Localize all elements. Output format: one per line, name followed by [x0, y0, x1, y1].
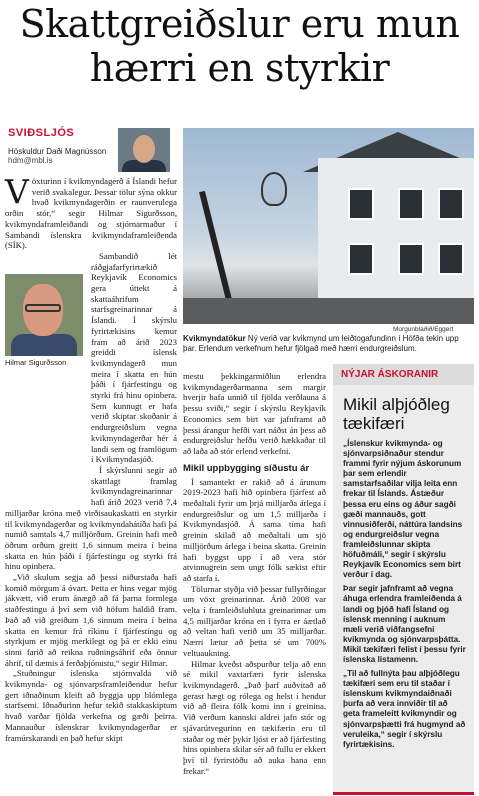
sidebar-box	[333, 364, 474, 794]
paragraph-3: Í skýrslunni segir að skattlagt framlag kvikmyndagreinarinnar hafi árið 2023 verið 7,4 milljarðar króna með virðisaukaskatti en styrkir til kvikmyndagerðar og kvikmyndahátíða hafi þá numið samtals 4,7 milljörðum. Greinin hafi með öðrum orðum greitt 1,6 sinnum meira í beina skatta en hún þáði í fjárfestingu og styrki frá hinu opinbera.	[5, 464, 177, 572]
paragraph-2: Sambandið lét ráðgjafarfyrirtækið Reykjavík Economics gera úttekt á skattaáhrifum starfsgreinarinnar á Íslandi. Í skýrslu fyrirtækisins kemur fram að árið 2023 greiddi íslensk kvikmyndagerð mun meira í skatta en hún þáði í fjárfestingu og styrki frá hinu opinbera. Sem kunnugt er hafa verið skiptar skoðanir á endurgreiðslum vegna kvikmyndagerðar hér á landi sem og framlögum í Kvikmyndasjóð.	[91, 250, 177, 465]
hilmar-photo	[5, 274, 83, 356]
paragraph-9: Hilmar kveðst aðspurður telja að enn sé mikil vaxtarfæri fyrir íslenska kvikmyndagerð. „Það þarf auðvitað að gerast hægt og rólega og helst í hendur við að fleira fólk komi inn í greinina. Við verðum kannski aldrei jafn stór og sjávarútvegurinn en tækifærin eru til staðar og mér þykir ljóst er að fjárfesting hins opinbera skilar sér að fullu er ekkert því til fyrirstöðu að auka hana enn frekar.“	[183, 658, 326, 776]
section-kicker: SVIÐSLJÓS	[8, 127, 75, 139]
paragraph-6: mestu þekkingarmiðlun erlendra kvikmyndagerðarmanna sem margir hverjir hafa unnið til fjölda verðlauna á þessu sviði,“ segir í skýrslu Reykjavík Economics sem birt var jafnframt að þessi árangur hefði vart náðst án þess að endurgreiðslur hefðu verið hækkaðar til að laða að stór erlend verkefni.	[183, 371, 326, 456]
paragraph-5: „Stuðningur íslenska stjórnvalda við kvikmynda- og sjónvarpsframleiðendur hefur gert iðnaðinum kleift að byggja upp blómlega starfsemi. Iðnaðurinn hefur tekið stakkaskiptum hvað varðar fjölda verkefna og gæði þeirra. Mannauður íslenskrar kvikmyndagerðar er framúrskarandi en það hefur skipt	[5, 668, 177, 743]
sidebar-bottom-rule	[333, 792, 474, 795]
paragraph-8: Tölurnar styðja við þessar fullyrðingar um vöxt greinarinnar. Árið 2008 var velta í framleiðsluhluta greinarinnar um 4,5 milljarðar króna en í fyrra er áætlað að veltan hafi verið um 35 milljarðar. Nærri lætur að þetta sé um 700% veltuaukning.	[183, 583, 326, 658]
photo-credit: Morgunblaðið/Eggert	[393, 326, 454, 333]
dropcap: V	[5, 172, 29, 211]
article-column-2	[183, 371, 326, 776]
caption-lead: Kvikmyndatökur	[183, 334, 246, 343]
subheading: Mikil uppbygging síðustu ár	[183, 462, 310, 474]
byline	[8, 127, 106, 165]
headline: Skattgreiðslur eru mun hærri en styrkir	[19, 2, 460, 90]
sidebar-paragraph-3: „Til að fullnýta þau alþjóðlegu tækifæri sem eru til staðar í íslenskum kvikmyndaiðnaði þurfa að vera innviðir til að geta frameleitt kvikmyndir og sjónvarpsþætti frá hugmynd að veruleika,“ segir í skýrslu fyrirtækisins.	[343, 669, 466, 749]
photo-caption	[183, 334, 474, 354]
paragraph-1: öxturinn í kvikmyndagerð á Íslandi hefur verið svakalegur. Þessar tölur sýna okkur hvað kvikmyndagerðin er raunverulega orðin stór,“ segir Hilmar Sigurðsson, kvikmyndaframleiðandi og stjórnarmaður í Sambandi íslenskra kvikmyndaframleiðenda (SÍK).	[5, 176, 177, 251]
main-photo	[183, 128, 474, 324]
article-column-1	[5, 172, 177, 743]
sidebar-title: Mikil alþjóðleg tækifæri	[343, 395, 450, 433]
author-photo	[118, 128, 170, 172]
sidebar-kicker: NÝJAR ÁSKORANIR	[333, 364, 474, 385]
hilmar-caption: Hilmar Sigurðsson	[5, 358, 67, 367]
author-name: Höskuldur Daði Magnússon	[8, 147, 107, 156]
sidebar-paragraph-1: „Íslenskur kvikmynda- og sjónvarpsiðnaður stendur frammi fyrir nýjum áskorunum þar sem erlendir samstarfsaðilar vilja leita enn frekar til Íslands. Ástæður þessa eru eins og áður sagði gæði mannauðs, gott vinnusiðferði, náttúra landsins og endurgreiðslur vegna framleiðslunnar skipta höfuðmáli,“ segir í skýrslu Reykjavík Economics sem birt verður í dag.	[343, 439, 463, 580]
author-email[interactable]: hdm@mbl.is	[8, 156, 53, 165]
paragraph-7: Í samantekt er rakið að á árunum 2019-2023 hafi hið opinbera fjárfest að meðaltali fyrir um þrjá milljarða árlega í endurgreiðslur og um 1,5 milljarða í Kvikmyndasjóð. Á sama tíma hafi greinin skilað að meðaltali um sjö milljörðum árlega í beina skatta. Greinin hafi byggst upp í að vera stór atvinnugrein sem ungt fólk sækist eftir að starfa í.	[183, 476, 326, 583]
sidebar-paragraph-2: Þar segir jafnframt að vegna áhuga erlendra framleiðenda á landi og þjóð hafi Ísland og íslensk menning í auknum mæli verið viðfangsefni kvikmynda og sjónvarpsþátta. Mikil tækifæri felist í þessu fyrir íslenska listamenn.	[343, 584, 466, 664]
caption-text: Ný verið var kvikmynd um leiðtogafundinn í Höfða tekin upp þar. Erlendum verkefnum hefur fjölgað með hærri endurgreiðslum.	[183, 334, 459, 353]
paragraph-4: „Við skulum segja að þessi niðurstaða hafi komið mörgum á óvart. Þetta er hins vegar mjög jákvætt, við erum ánægð að fá þarna formlega staðfestingu á því sem við höfum haldið fram. Það að við greiðum 1,6 sinnum meira í beina skatta en kemur frá ríkinu í fjárfestingu og styrkjum er mjög merkilegt og þá er ekki einu sinni farið að reikna ruðningsáhrif eða önnur áhrif, til dæmis á ferðaþjónustu,“ segir Hilmar.	[5, 572, 177, 668]
